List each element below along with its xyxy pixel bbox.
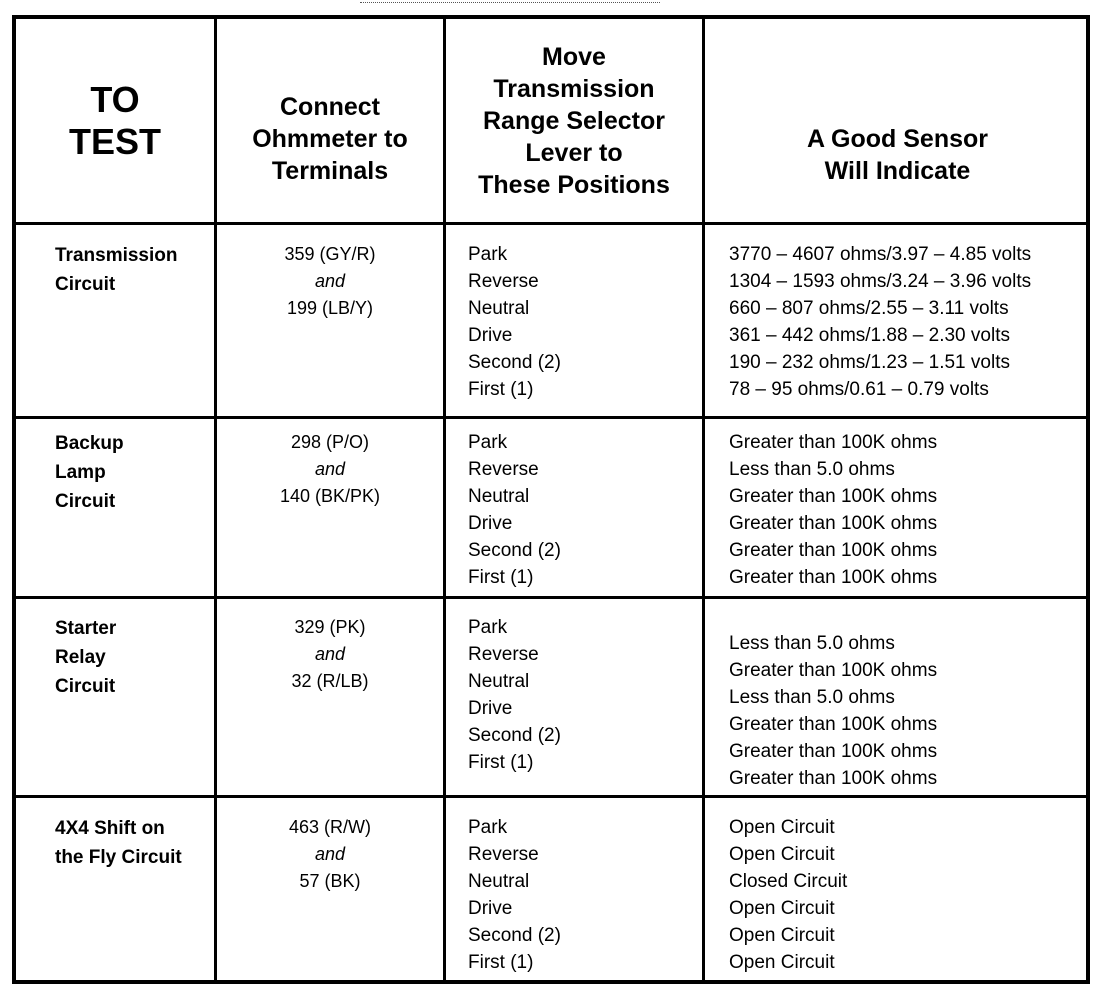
header-to-test: TO TEST	[68, 78, 161, 162]
scan-artifact	[360, 2, 660, 7]
terminals-4x4-shift: 463 (R/W) and 57 (BK)	[288, 817, 371, 891]
header-good-sensor: A Good Sensor Will Indicate	[806, 125, 989, 185]
terminals-starter-relay: 329 (PK) and 32 (R/LB)	[291, 617, 369, 691]
readings-4x4-shift: Open Circuit Open Circuit Closed Circuit Open Circuit Open Circuit Open Circuit	[729, 817, 848, 973]
readings-transmission: 3770 – 4607 ohms/3.97 – 4.85 volts 1304 – 1593 ohms/3.24 – 3.96 volts 660 – 807 ohms/2.55 – 3.11 volts 361 – 442 ohms/1.88 – 2.30 volts 190 – 232 ohms/1.23 – 1.51 volts 78 – 95 ohms/0.61 – 0.79 volts	[729, 244, 1032, 400]
test-name-4x4-shift: 4X4 Shift on the Fly Circuit	[55, 818, 182, 868]
readings-backup-lamp: Greater than 100K ohms Less than 5.0 ohms Greater than 100K ohms Greater than 100K ohms Greater than 100K ohms Greater than 100K ohms	[729, 432, 938, 588]
header-connect-ohmmeter: Connect Ohmmeter to Terminals	[252, 93, 408, 185]
terminals-backup-lamp: 298 (P/O) and 140 (BK/PK)	[279, 432, 381, 506]
sensor-test-table	[12, 15, 1090, 984]
positions-transmission: Park Reverse Neutral Drive Second (2) First (1)	[468, 244, 561, 400]
readings-starter-relay: Less than 5.0 ohms Greater than 100K ohms Less than 5.0 ohms Greater than 100K ohms Greater than 100K ohms Greater than 100K ohms	[729, 633, 938, 789]
header-move-lever: Move Transmission Range Selector Lever to These Positions	[478, 42, 670, 199]
terminals-transmission: 359 (GY/R) and 199 (LB/Y)	[284, 244, 376, 318]
test-name-backup-lamp: Backup Lamp Circuit	[55, 433, 124, 512]
row-divider	[16, 795, 1086, 798]
test-name-transmission: Transmission Circuit	[55, 245, 178, 295]
row-divider	[16, 596, 1086, 599]
positions-4x4-shift: Park Reverse Neutral Drive Second (2) First (1)	[468, 817, 561, 973]
positions-backup-lamp: Park Reverse Neutral Drive Second (2) First (1)	[468, 432, 561, 588]
positions-starter-relay: Park Reverse Neutral Drive Second (2) First (1)	[468, 617, 561, 773]
test-name-starter-relay: Starter Relay Circuit	[55, 618, 117, 697]
row-divider	[16, 416, 1086, 419]
